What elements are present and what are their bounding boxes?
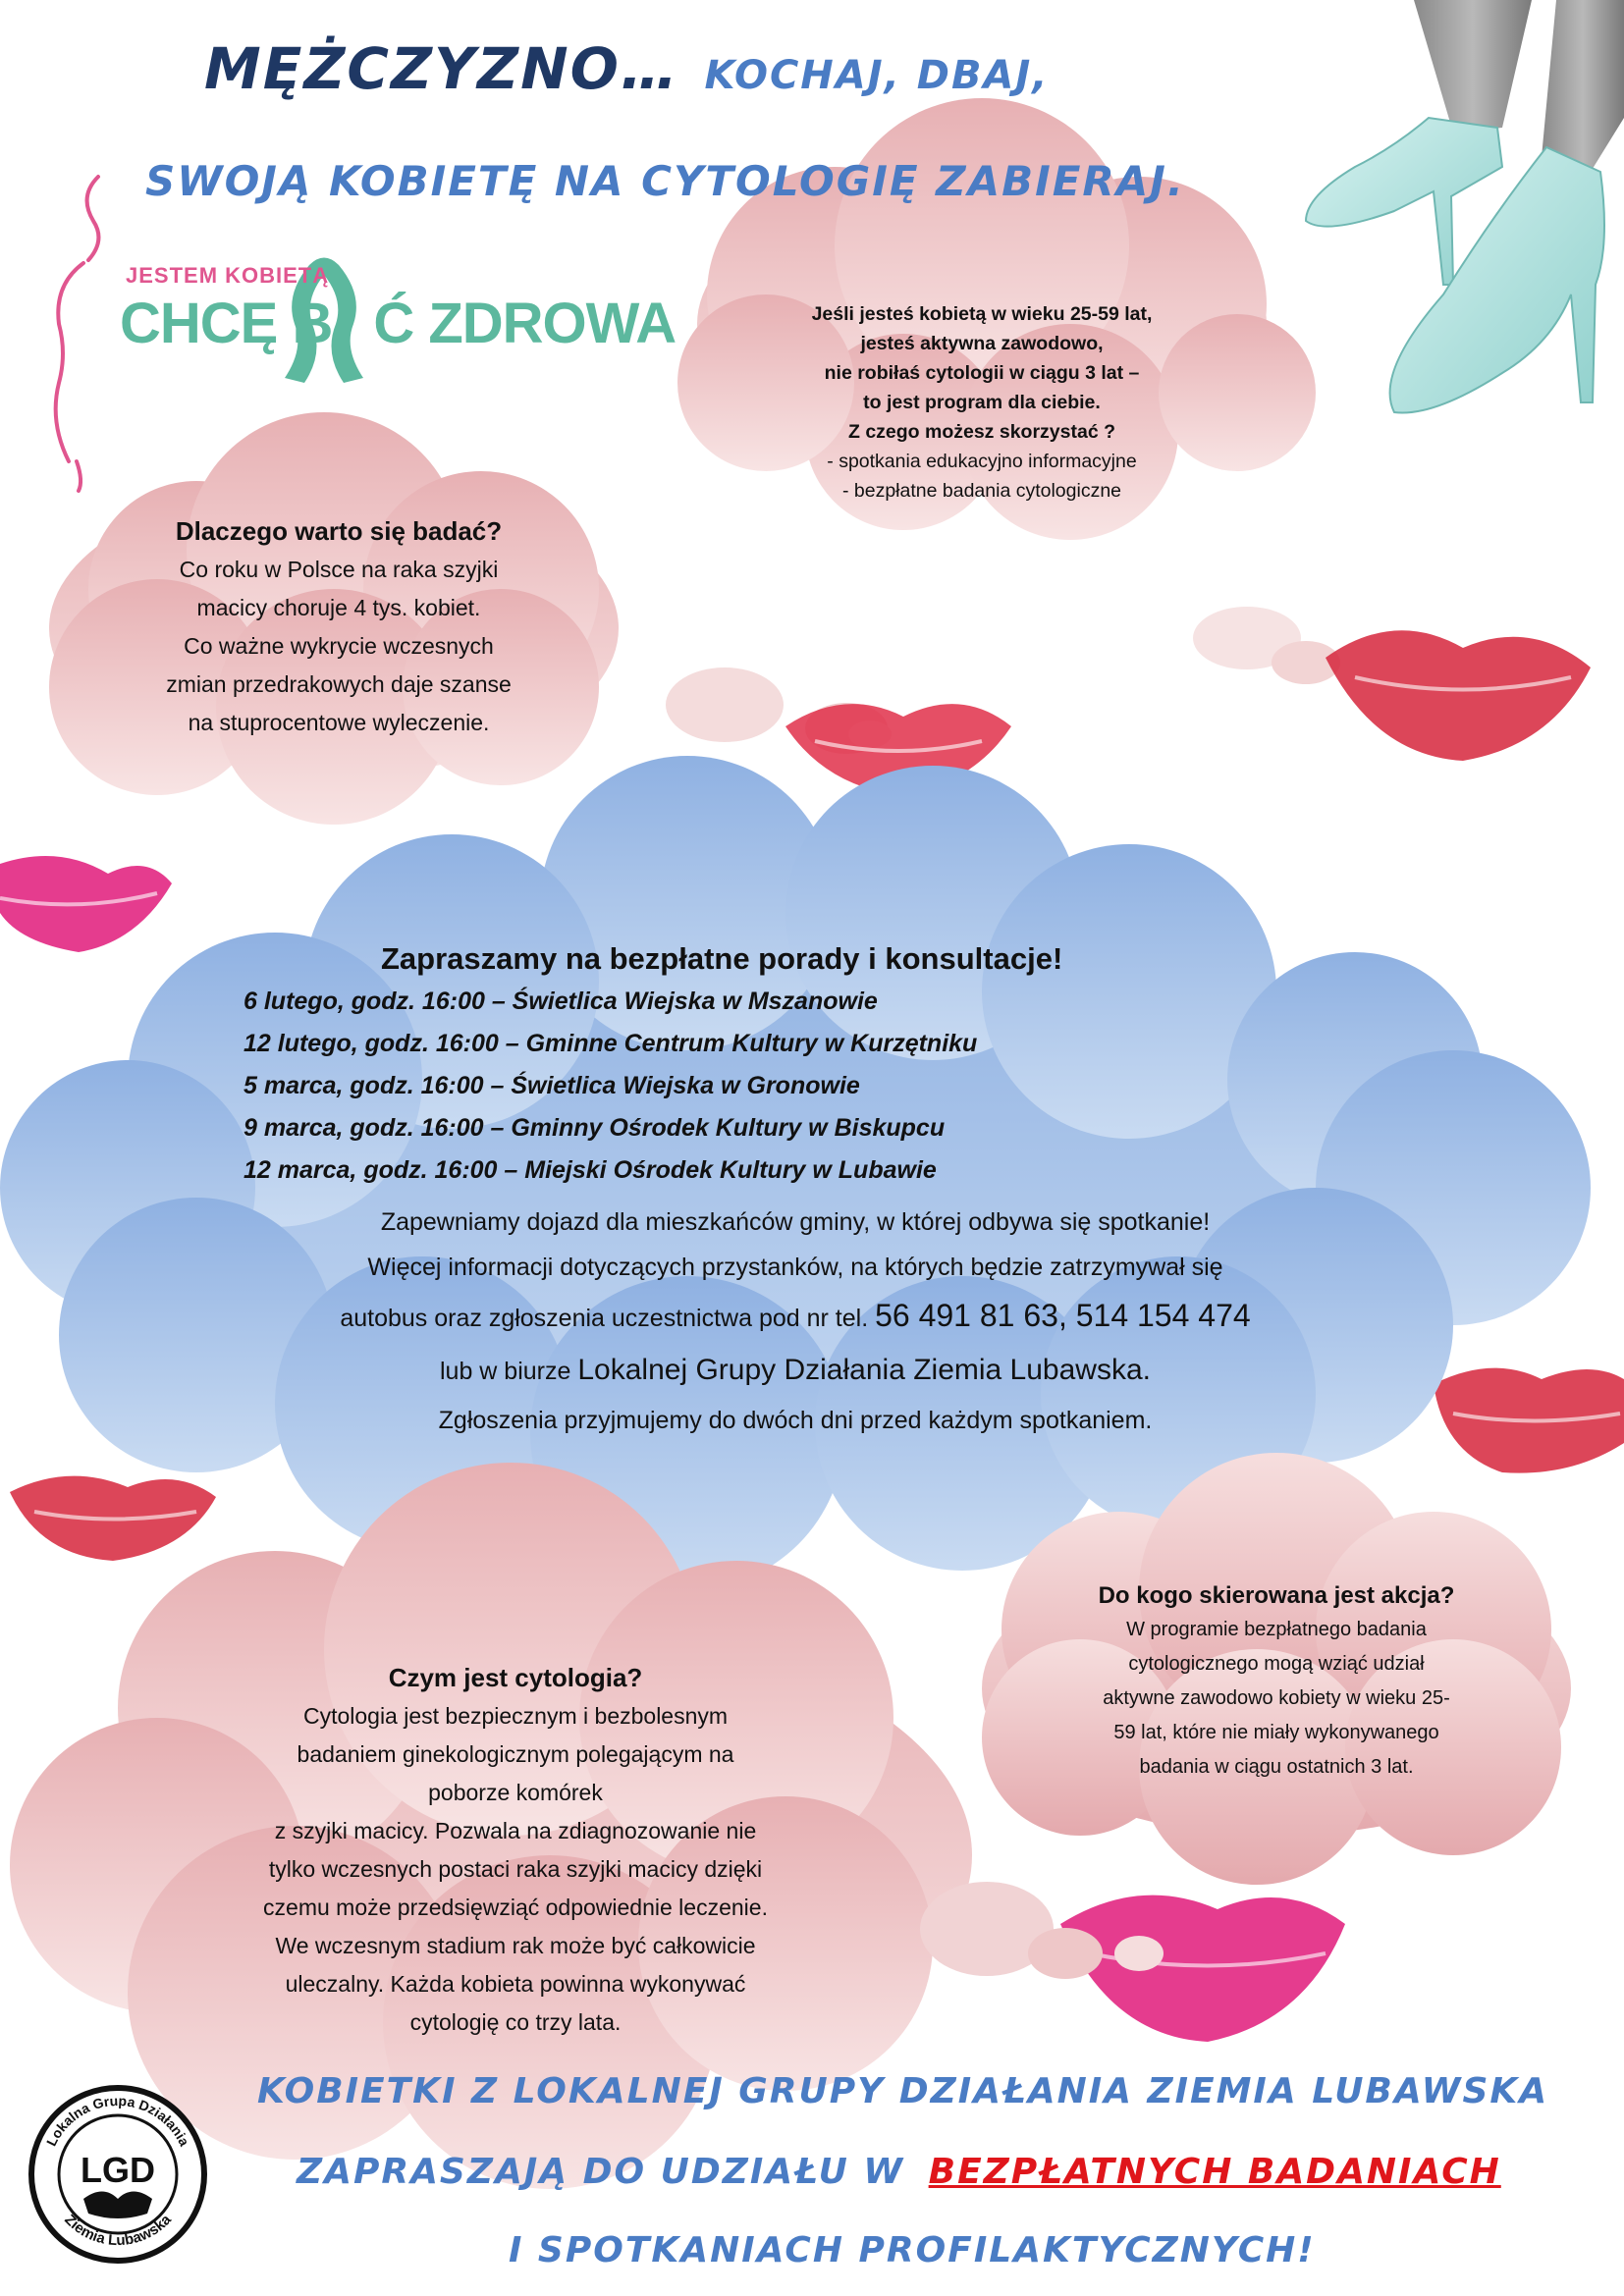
title-part1: MĘŻCZYZNO… (204, 35, 679, 102)
logo-woman-silhouette-icon (56, 177, 99, 491)
target-question: Do kogo skierowana jest akcja? (1098, 1582, 1455, 1609)
cytology-question: Czym jest cytologia? (388, 1663, 643, 1692)
logo-line2-b: Ć ZDROWA (373, 292, 677, 355)
target-line: 59 lat, które nie miały wykonywanego (1113, 1722, 1439, 1743)
why-line: Co roku w Polsce na raka szyjki (179, 557, 499, 582)
page-subtitle: SWOJĄ KOBIETĘ NA CYTOLOGIĘ ZABIERAJ. (145, 157, 1185, 205)
footer-line2 (297, 2152, 1501, 2192)
program-line: Z czego możesz skorzystać ? (847, 421, 1115, 443)
schedule-list (244, 981, 1422, 1192)
why-line: na stuprocentowe wyleczenie. (188, 710, 490, 735)
target-line: W programie bezpłatnego badania (1126, 1619, 1427, 1640)
program-line: nie robiłaś cytologii w ciągu 3 lat – (824, 362, 1140, 384)
footer-highlight: BEZPŁATNYCH BADANIACH (928, 2152, 1501, 2192)
office-line (147, 1344, 1443, 1398)
schedule-item: 9 marca, godz. 16:00 – Gminny Ośrodek Kultury w Biskupcu (244, 1114, 946, 1142)
deadline-note: Zgłoszenia przyjmujemy do dwóch dni przed każdym spotkaniem. (438, 1407, 1153, 1434)
info-note: Więcej informacji dotyczących przystanków, na których będzie zatrzymywał się (367, 1254, 1223, 1281)
page-title (204, 35, 1049, 102)
contact-prefix: autobus oraz zgłoszenia uczestnictwa pod nr tel. (340, 1305, 869, 1332)
why-line: zmian przedrakowych daje szanse (166, 671, 512, 697)
target-line: cytologicznego mogą wziąć udział (1128, 1653, 1425, 1675)
lgd-ring-top-text: Lokalna Grupa Działania (42, 2092, 193, 2149)
footer-line2-prefix: ZAPRASZAJĄ DO UDZIAŁU W (297, 2152, 905, 2192)
cytology-line: z szyjki macicy. Pozwala na zdiagnozowanie nie (274, 1818, 757, 1843)
program-item: - bezpłatne badania cytologiczne (841, 480, 1122, 502)
cytology-line: We wczesnym stadium rak może być całkowicie (275, 1933, 756, 1958)
cloud-why (128, 512, 550, 742)
contact-line (147, 1290, 1443, 1344)
lgd-ring-bottom-text: Ziemia Lubawska (61, 2211, 175, 2250)
office-name: Lokalnej Grupy Działania Ziemia Lubawska. (577, 1354, 1151, 1386)
cloud-cytology (191, 1659, 839, 2042)
schedule-item: 12 marca, godz. 16:00 – Miejski Ośrodek Kultury w Lubawie (244, 1156, 937, 1184)
shoes-illustration (1306, 0, 1624, 413)
cytology-line: poborze komórek (428, 1780, 603, 1805)
cytology-line: czemu może przedsięwziąć odpowiednie leczenie. (263, 1895, 768, 1920)
program-line: Jeśli jesteś kobietą w wieku 25-59 lat, (811, 303, 1153, 325)
schedule-item: 5 marca, godz. 16:00 – Świetlica Wiejska w Gronowie (244, 1072, 860, 1099)
lgd-logo-abbr: LGD (81, 2150, 155, 2190)
cloud-program (707, 299, 1257, 506)
logo-line1: JESTEM KOBIETĄ (126, 263, 330, 288)
schedule-item: 12 lutego, godz. 16:00 – Gminne Centrum Kultury w Kurzętniku (244, 1030, 978, 1057)
cytology-line: uleczalny. Każda kobieta powinna wykonywać (285, 1971, 746, 1997)
cloud-main (244, 937, 1422, 1192)
phone-numbers: 56 491 81 63, 514 154 474 (875, 1298, 1251, 1333)
transport-note: Zapewniamy dojazd dla mieszkańców gminy, w której odbywa się spotkanie! (380, 1208, 1211, 1236)
why-line: macicy choruje 4 tys. kobiet. (196, 595, 481, 620)
office-prefix: lub w biurze (440, 1358, 571, 1385)
footer-line1: KOBIETKI Z LOKALNEJ GRUPY DZIAŁANIA ZIEMIA LUBAWSKA (257, 2071, 1549, 2111)
main-info (147, 1200, 1443, 1443)
title-part2: KOCHAJ, DBAJ, (704, 53, 1050, 98)
schedule-item: 6 lutego, godz. 16:00 – Świetlica Wiejska w Mszanowie (244, 988, 878, 1015)
why-question: Dlaczego warto się badać? (175, 516, 503, 546)
cytology-line: tylko wczesnych postaci raka szyjki macicy dzięki (268, 1856, 763, 1882)
program-line: jesteś aktywna zawodowo, (860, 333, 1104, 354)
logo-line2 (120, 291, 676, 356)
target-line: aktywne zawodowo kobiety w wieku 25- (1103, 1687, 1450, 1709)
cloud-target (1060, 1578, 1492, 1785)
program-line: to jest program dla ciebie. (863, 392, 1101, 413)
lgd-logo-ring-text (20, 2076, 216, 2272)
why-line: Co ważne wykrycie wczesnych (184, 633, 494, 659)
cytology-line: badaniem ginekologicznym polegającym na (297, 1741, 734, 1767)
cytology-line: Cytologia jest bezpiecznym i bezbolesnym (302, 1703, 729, 1729)
cytology-line: cytologię co trzy lata. (409, 2009, 622, 2035)
target-line: badania w ciągu ostatnich 3 lat. (1139, 1756, 1414, 1778)
logo-line2-a: CHCĘ B (120, 292, 333, 355)
footer-line3: I SPOTKANIACH PROFILAKTYCZNYCH! (509, 2230, 1316, 2270)
program-item: - spotkania edukacyjno informacyjne (827, 451, 1137, 472)
main-title: Zapraszamy na bezpłatne porady i konsultacje! (381, 941, 1063, 976)
